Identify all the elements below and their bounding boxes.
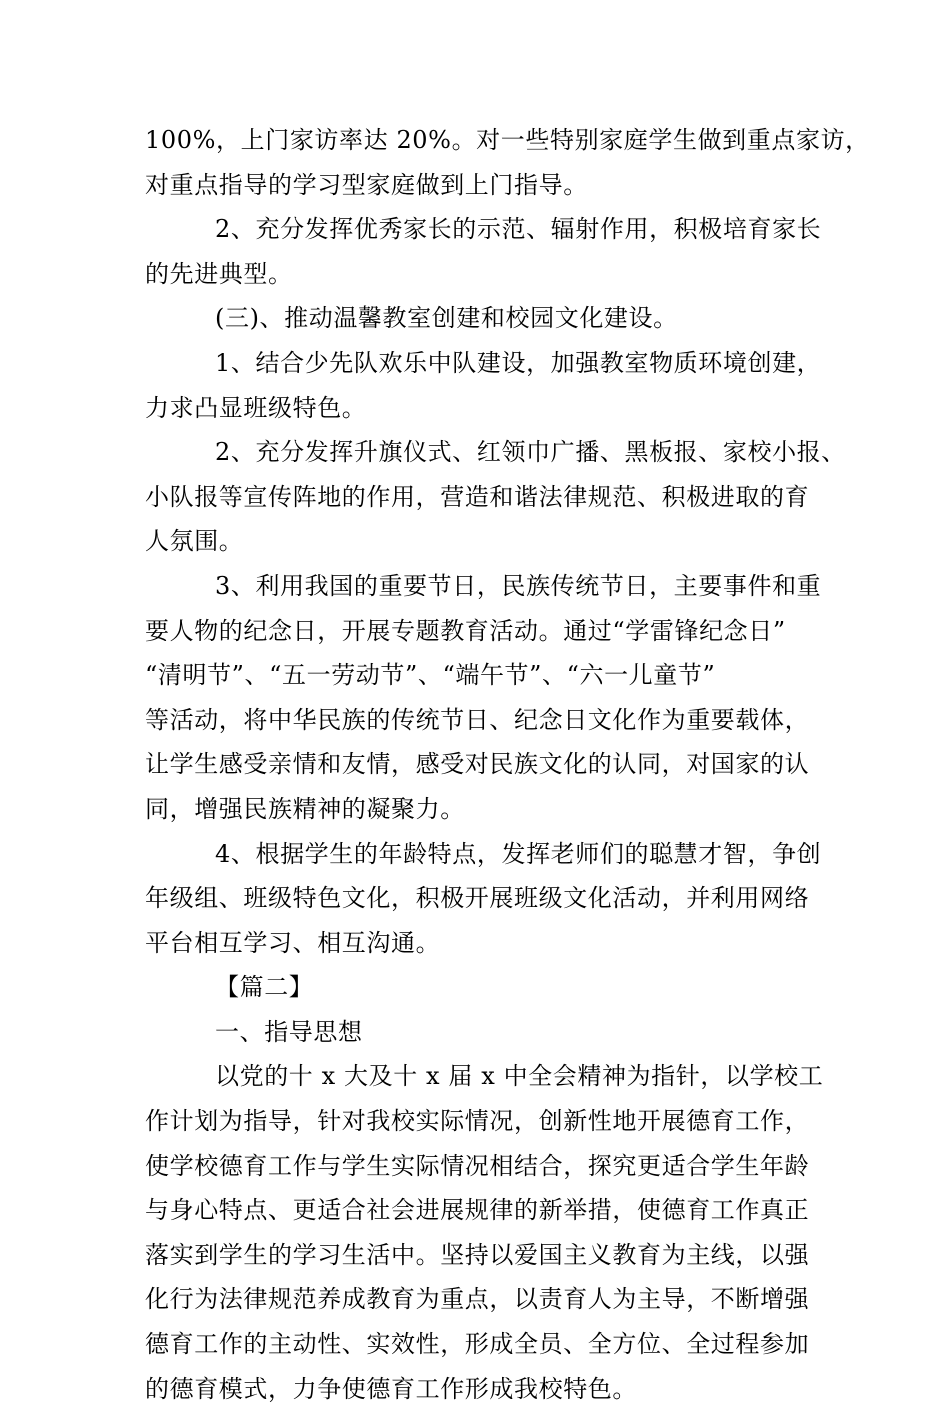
text-line: 4、根据学生的年龄特点，发挥老师们的聪慧才智，争创: [215, 839, 822, 868]
text-line: 小队报等宣传阵地的作用，营造和谐法律规范、积极进取的育: [145, 482, 810, 511]
text-line: 人氛围。: [145, 527, 244, 556]
text-line: “清明节”、“五一劳动节”、“端午节”、“六一儿童节”: [145, 661, 716, 690]
text-line: 德育工作的主动性、实效性，形成全员、全方位、全过程参加: [145, 1330, 810, 1359]
text-line: 力求凸显班级特色。: [145, 393, 367, 422]
text-line: 1、结合少先队欢乐中队建设，加强教室物质环境创建，: [215, 348, 822, 377]
text-line: 让学生感受亲情和友情，感受对民族文化的认同，对国家的认: [145, 750, 810, 779]
section-heading: 一、指导思想: [215, 1017, 363, 1046]
text-line: 年级组、班级特色文化，积极开展班级文化活动，并利用网络: [145, 884, 810, 913]
text-line: 等活动，将中华民族的传统节日、纪念日文化作为重要载体，: [145, 705, 810, 734]
chapter-heading: 【篇二】: [215, 973, 314, 1002]
text-line: 作计划为指导，针对我校实际情况，创新性地开展德育工作，: [145, 1107, 810, 1136]
text-line: 与身心特点、更适合社会进展规律的新举措，使德育工作真正: [145, 1196, 810, 1225]
text-line: 100%，上门家访率达 20%。对一些特别家庭学生做到重点家访，: [145, 126, 870, 154]
text-line: 同，增强民族精神的凝聚力。: [145, 794, 465, 823]
text-line: 落实到学生的学习生活中。坚持以爱国主义教育为主线，以强: [145, 1240, 810, 1269]
text-line: 化行为法律规范养成教育为重点，以责育人为主导，不断增强: [145, 1285, 810, 1314]
text-line: 以党的十 x 大及十 x 届 x 中全会精神为指针，以学校工: [215, 1062, 824, 1091]
text-line: 对重点指导的学习型家庭做到上门指导。: [145, 170, 588, 199]
text-line: 的德育模式，力争使德育工作形成我校特色。: [145, 1374, 637, 1403]
text-line: 2、充分发挥升旗仪式、红领巾广播、黑板报、家校小报、: [215, 438, 846, 467]
document-body: [145, 118, 870, 1411]
text-line: 要人物的纪念日，开展专题教育活动。通过“学雷锋纪念日”: [145, 616, 786, 645]
text-line: 3、利用我国的重要节日，民族传统节日，主要事件和重: [215, 571, 822, 600]
text-line: 2、充分发挥优秀家长的示范、辐射作用，积极培育家长: [215, 215, 822, 244]
text-line: 平台相互学习、相互沟通。: [145, 928, 441, 957]
section-heading: (三)、推动温馨教室创建和校园文化建设。: [215, 304, 678, 333]
text-line: 的先进典型。: [145, 259, 293, 288]
text-line: 使学校德育工作与学生实际情况相结合，探究更适合学生年龄: [145, 1151, 810, 1180]
